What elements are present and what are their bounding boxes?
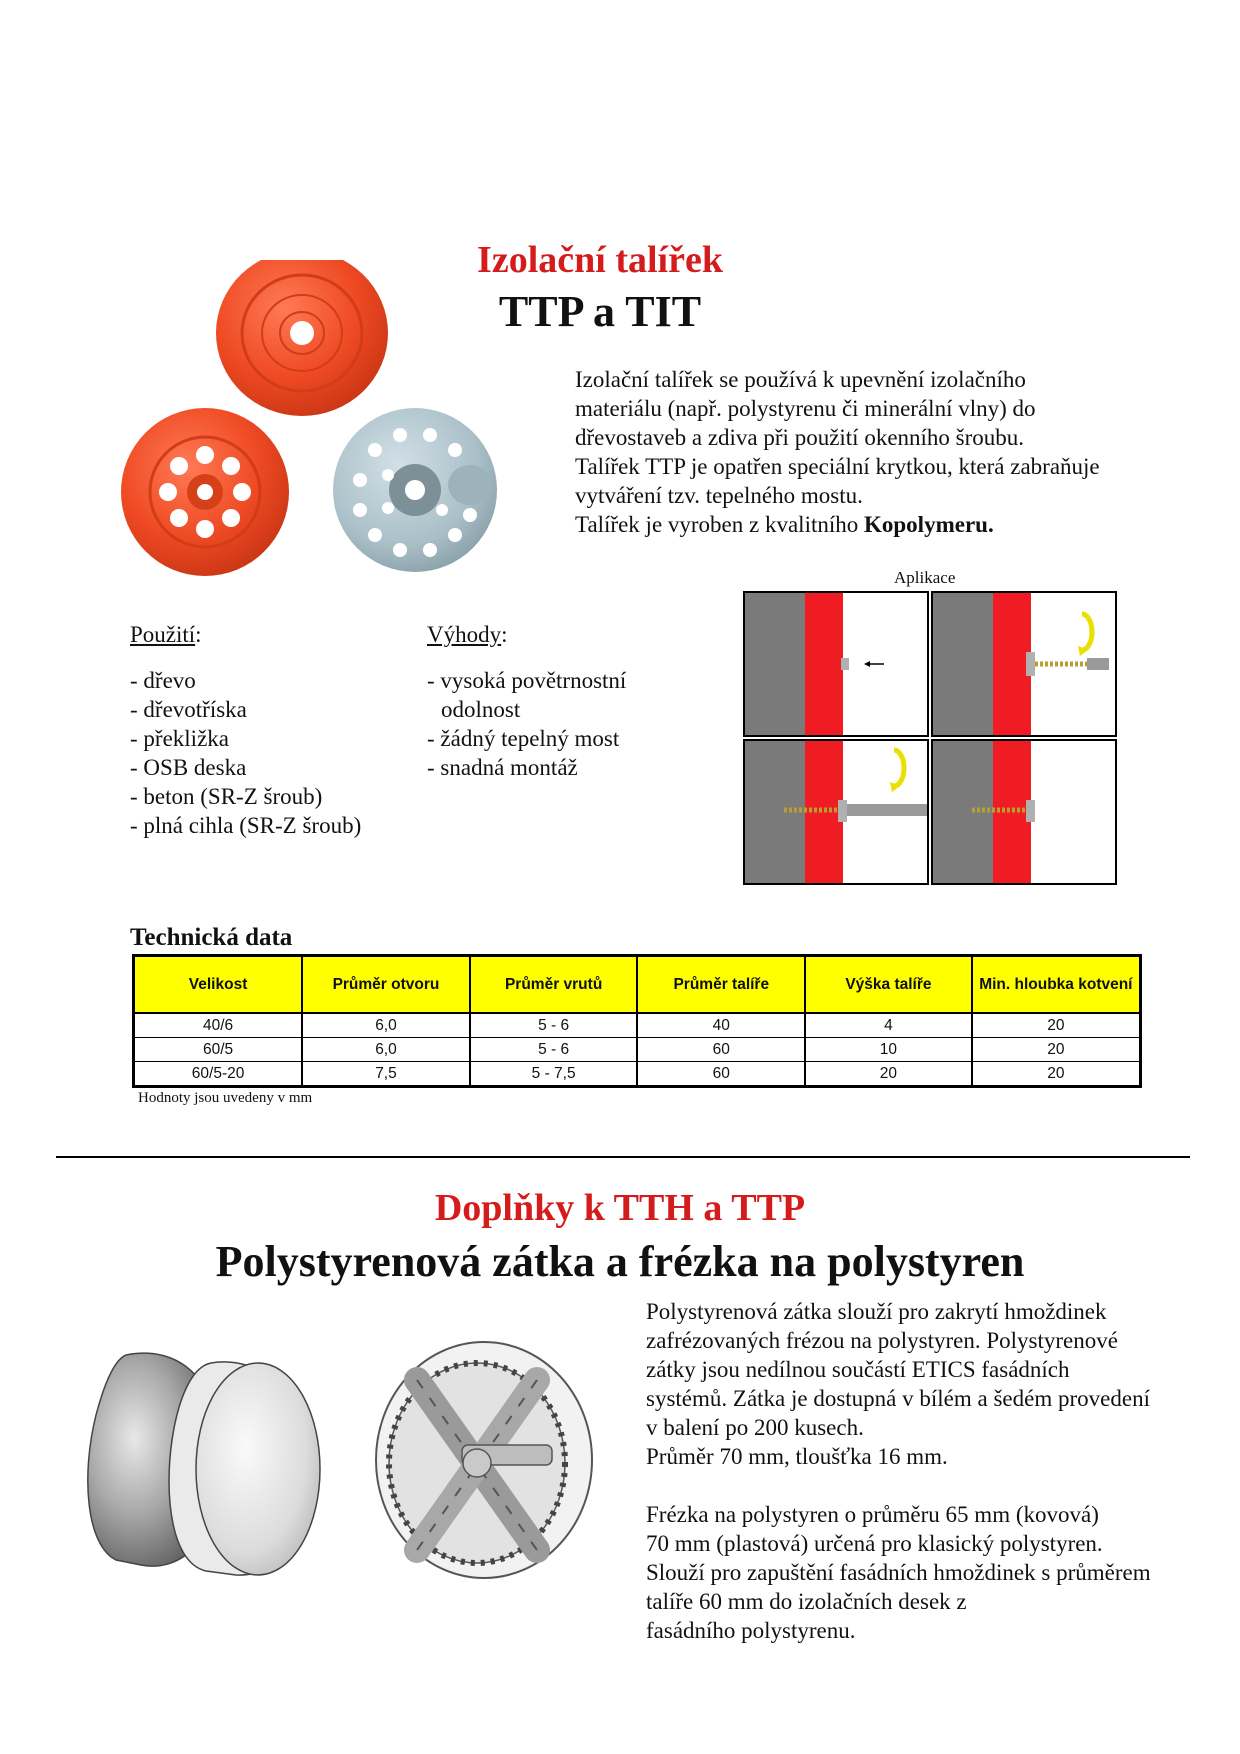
description-line: vytváření tzv. tepelného mostu.: [575, 483, 863, 508]
material-name: Kopolymeru.: [864, 512, 994, 537]
description-line: systémů. Zátka je dostupná v bílém a šedém provedení: [646, 1386, 1150, 1411]
list-item: - dřevo: [130, 666, 420, 695]
table-cell: 60/5: [134, 1038, 303, 1062]
table-cell: 40/6: [134, 1013, 303, 1038]
list-item: - beton (SR-Z šroub): [130, 782, 420, 811]
description-line: [575, 510, 1195, 539]
polystyrene-cutter-image: [372, 1335, 597, 1585]
description-line: 70 mm (plastová) určená pro klasický polystyren.: [646, 1531, 1103, 1556]
usage-section: [130, 620, 420, 840]
description-line: dřevostaveb a zdiva při použití okenního šroubu.: [575, 425, 1025, 450]
advantages-section: [427, 620, 727, 782]
list-item-continuation-text: odolnost: [441, 697, 521, 722]
description-line: fasádního polystyrenu.: [646, 1618, 856, 1643]
washer-tit-grey: [333, 408, 497, 572]
diagram-step-3: [744, 740, 928, 884]
table-cell: 10: [805, 1038, 972, 1062]
diagram-step-4: [932, 740, 1116, 884]
list-item: - překližka: [130, 724, 420, 753]
column-header: Velikost: [134, 956, 303, 1014]
tech-data-table: [132, 954, 1142, 1088]
table-cell: 6,0: [302, 1038, 470, 1062]
table-cell: 5 - 6: [470, 1038, 638, 1062]
advantages-heading-colon: :: [501, 622, 508, 647]
table-row: [134, 1062, 1141, 1087]
advantages-list: [427, 666, 727, 782]
description-line: zafrézovaných frézou na polystyren. Polystyrenové: [646, 1328, 1118, 1353]
description-line: Talířek TTP je opatřen speciální krytkou, která zabraňuje: [575, 454, 1100, 479]
plug-white: [169, 1362, 320, 1575]
washer-ttp-top: [216, 260, 388, 416]
table-cell: 5 - 6: [470, 1013, 638, 1038]
list-item: - snadná montáž: [427, 753, 727, 782]
table-cell: 5 - 7,5: [470, 1062, 638, 1087]
table-cell: 20: [805, 1062, 972, 1087]
advantages-heading: Výhody: [427, 622, 502, 647]
list-item: - plná cihla (SR-Z šroub): [130, 811, 420, 840]
section2-title-red: Doplňky k TTH a TTP: [434, 1187, 806, 1229]
tech-data-heading: Technická data: [130, 924, 293, 951]
description-line: Polystyrenová zátka slouží pro zakrytí hmoždinek: [646, 1299, 1107, 1324]
description-text: Talířek je vyroben z kvalitního: [575, 512, 864, 537]
list-item: - žádný tepelný most: [427, 724, 727, 753]
list-item: - OSB deska: [130, 753, 420, 782]
table-cell: 6,0: [302, 1013, 470, 1038]
tech-data-note: Hodnoty jsou uvedeny v mm: [138, 1090, 313, 1106]
description-line: Izolační talířek se používá k upevnění izolačního: [575, 367, 1026, 392]
table-cell: 60/5-20: [134, 1062, 303, 1087]
description-line: Průměr 70 mm, tloušťka 16 mm.: [646, 1444, 948, 1469]
description-line: v balení po 200 kusech.: [646, 1415, 864, 1440]
column-header: Průměr otvoru: [302, 956, 470, 1014]
paragraph-gap: [646, 1471, 1206, 1500]
usage-heading-colon: :: [195, 622, 202, 647]
table-row: [134, 1038, 1141, 1062]
table-cell: 60: [637, 1038, 805, 1062]
section2-title-black: Polystyrenová zátka a frézka na polystyren: [215, 1237, 1025, 1286]
section1-title-red: Izolační talířek: [477, 239, 723, 281]
diagram-step-2: [932, 592, 1116, 736]
application-label: Aplikace: [894, 568, 956, 587]
column-header: Průměr vrutů: [470, 956, 638, 1014]
table-cell: 40: [637, 1013, 805, 1038]
table-cell: 60: [637, 1062, 805, 1087]
application-diagram: [742, 590, 1122, 890]
table-row: [134, 1013, 1141, 1038]
description-line: Frézka na polystyren o průměru 65 mm (kovová): [646, 1502, 1099, 1527]
column-header: Výška talíře: [805, 956, 972, 1014]
list-item: - vysoká povětrnostní: [427, 666, 727, 695]
washer-tit-orange: [121, 408, 289, 576]
description-line: talíře 60 mm do izolačních desek z: [646, 1589, 967, 1614]
usage-list: [130, 666, 420, 840]
column-header: Min. hloubka kotvení: [972, 956, 1141, 1014]
table-cell: 20: [972, 1062, 1141, 1087]
column-header: Průměr talíře: [637, 956, 805, 1014]
table-cell: 4: [805, 1013, 972, 1038]
diagram-step-1: [744, 592, 928, 736]
usage-heading: Použití: [130, 622, 196, 647]
polystyrene-plugs-image: [86, 1345, 366, 1580]
section-divider: [56, 1156, 1190, 1158]
table-cell: 20: [972, 1013, 1141, 1038]
section1-title-black: TTP a TIT: [498, 287, 702, 336]
insulation-washers-image: [120, 260, 505, 600]
list-item-continuation: [427, 695, 727, 724]
list-item: - dřevotříska: [130, 695, 420, 724]
description-line: zátky jsou nedílnou součástí ETICS fasádních: [646, 1357, 1070, 1382]
table-cell: 20: [972, 1038, 1141, 1062]
table-cell: 7,5: [302, 1062, 470, 1087]
section2-description: [646, 1297, 1206, 1645]
section1-description: [575, 365, 1195, 539]
description-line: materiálu (např. polystyrenu či minerální vlny) do: [575, 396, 1036, 421]
cutter: [376, 1342, 592, 1578]
description-line: Slouží pro zapuštění fasádních hmoždinek s průměrem: [646, 1560, 1151, 1585]
